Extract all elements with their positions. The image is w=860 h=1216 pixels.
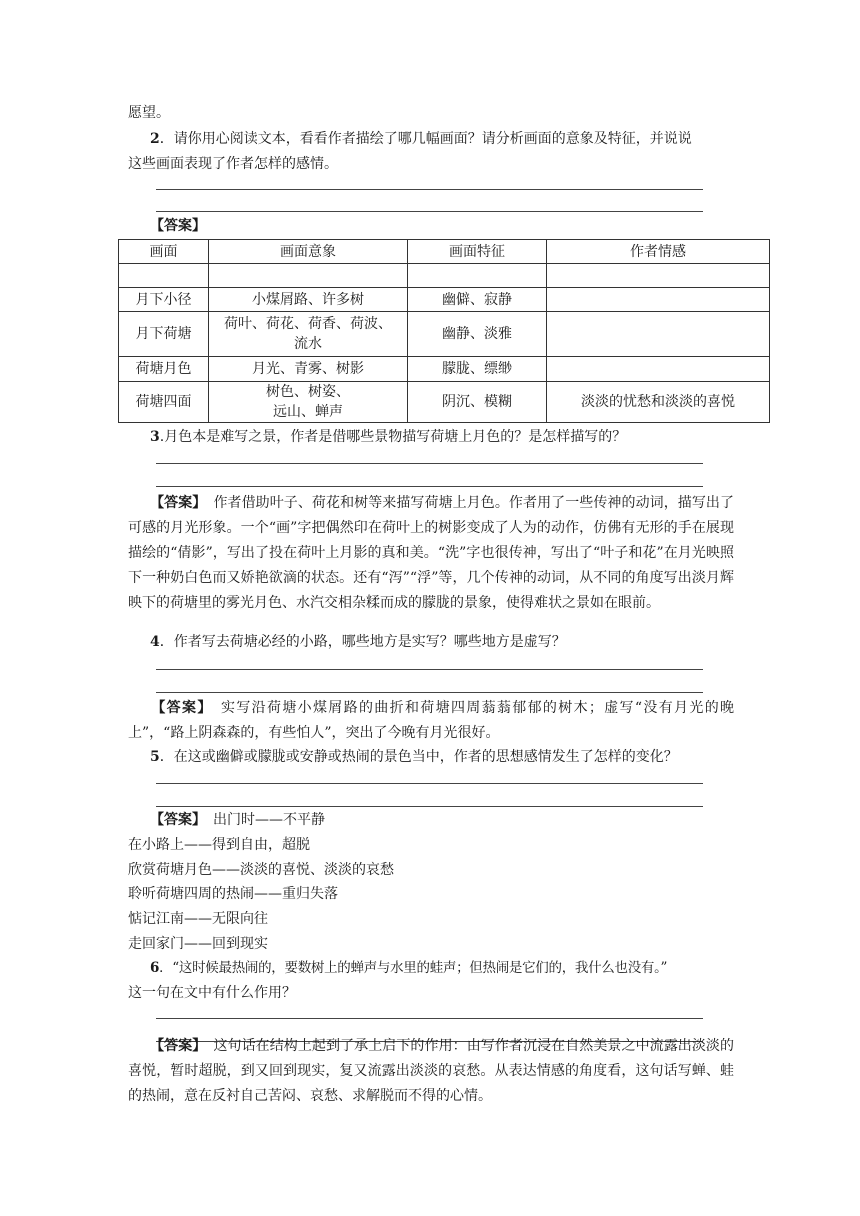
table-cell — [408, 264, 547, 288]
text-line: 愿望。 — [128, 105, 170, 121]
table-cell: 阴沉、模糊 — [408, 382, 547, 423]
table-cell: 幽静、淡雅 — [408, 312, 547, 357]
table-row — [119, 288, 770, 312]
question-6-cont: 这一句在文中有什么作用？ — [128, 985, 296, 1001]
question-number: 3 — [150, 429, 160, 445]
answer-blank-line — [156, 189, 703, 190]
table-cell: 月下小径 — [119, 288, 209, 312]
question-text: .月色本是难写之景，作者是借哪些景物描写荷塘上月色的？是怎样描写的？ — [159, 429, 627, 445]
table-cell — [547, 264, 770, 288]
table-cell — [547, 288, 770, 312]
question-3 — [150, 427, 626, 447]
question-2-cont: 这些画面表现了作者怎样的感情。 — [128, 156, 338, 172]
answer-blank-line — [156, 669, 703, 670]
question-text: ．“这时候最热闹的，要数树上的蝉声与水里的蛙声；但热闹是它们的，我什么也没有。” — [159, 960, 668, 976]
table-row — [119, 264, 770, 288]
question-text: ．请你用心阅读文本，看看作者描绘了哪几幅画面？请分析画面的意象及特征，并说说 — [159, 131, 692, 147]
table-cell: 荷塘四面 — [119, 382, 209, 423]
question-number: 6 — [150, 960, 160, 976]
answer-blank-line — [156, 211, 703, 212]
answer-text: 实写沿荷塘小煤屑路的曲折和荷塘四周蓊蓊郁郁的树木；虚写“没有月光的晚上”，“路上阴森森的，有些怕人”，突出了今晚有月光很好。 — [128, 700, 735, 741]
table-header-row — [119, 240, 770, 264]
table-header: 作者情感 — [547, 240, 770, 264]
table-cell — [547, 357, 770, 382]
answer-blank-line — [156, 806, 703, 807]
answer-text: 作者借助叶子、荷花和树等来描写荷塘上月色。作者用了一些传神的动词，描写出了可感的月光形象。一个“画”字把偶然印在荷叶上的树影变成了人为的动作，仿佛有无形的手在展现描绘的“倩影”，写出了投在荷叶上月影的真和美。“洗”字也很传神，写出了“叶子和花”在月光映照下一种奶白色而又娇艳欲滴的状态。还有“泻”“浮”等，几个传神的动词，从不同的角度写出淡月辉映下的荷塘里的雾光月色、水汽交相杂糅而成的朦胧的景象，使得难状之景如在眼前。 — [128, 495, 735, 611]
table-row — [119, 382, 770, 423]
answer-blank-line — [156, 692, 703, 693]
answer-3 — [128, 491, 734, 616]
table-cell: 月光、青雾、树影 — [209, 357, 408, 382]
table-cell — [547, 312, 770, 357]
question-text: ．作者写去荷塘必经的小路，哪些地方是实写？哪些地方是虚写？ — [159, 634, 566, 650]
answer-blank-line — [156, 463, 703, 464]
table-cell: 幽僻、寂静 — [408, 288, 547, 312]
answer-5-line — [150, 810, 325, 830]
question-2 — [150, 129, 692, 149]
answer-4 — [128, 696, 734, 746]
question-number: 4 — [150, 634, 160, 650]
answer-label: 【答案】 — [150, 700, 206, 716]
table-header: 画面特征 — [408, 240, 547, 264]
answer-blank-line — [156, 1018, 703, 1019]
answer-5-line: 在小路上——得到自由，超脱 — [128, 837, 310, 853]
answer-text: 这句话在结构上起到了承上启下的作用：由写作者沉浸在自然美景之中流露出淡淡的喜悦，暂时超脱，到又回到现实，复又流露出淡淡的哀愁。从表达情感的角度看，这句话写蝉、蛙的热闹，意在反衬自己苦闷、哀愁、求解脱而不得的心情。 — [128, 1038, 735, 1104]
question-number: 5 — [150, 749, 160, 765]
table-cell: 树色、树姿、 远山、蝉声 — [209, 382, 408, 423]
question-4 — [150, 632, 566, 652]
answer-label: 【答案】 — [150, 812, 199, 828]
answer-label: 【答案】 — [150, 218, 206, 234]
table-cell — [119, 264, 209, 288]
table-cell: 小煤屑路、许多树 — [209, 288, 408, 312]
answer-5-line: 聆听荷塘四周的热闹——重归失落 — [128, 886, 338, 902]
answer-text: 出门时——不平静 — [213, 812, 325, 828]
question-6 — [150, 958, 667, 978]
table-cell — [209, 264, 408, 288]
answer-blank-line — [156, 783, 703, 784]
table-cell: 荷叶、荷花、荷香、荷波、 流水 — [209, 312, 408, 357]
question-5 — [150, 747, 678, 767]
answer-5-line: 欣赏荷塘月色——淡淡的喜悦、淡淡的哀愁 — [128, 862, 394, 878]
table-cell: 荷塘月色 — [119, 357, 209, 382]
answer-table — [118, 239, 770, 423]
answer-label: 【答案】 — [150, 495, 200, 511]
table-cell: 月下荷塘 — [119, 312, 209, 357]
answer-blank-line — [156, 486, 703, 487]
answer-5-line: 走回家门——回到现实 — [128, 936, 268, 952]
table-header: 画面意象 — [209, 240, 408, 264]
table-row — [119, 312, 770, 357]
table-cell: 朦胧、缥缈 — [408, 357, 547, 382]
table-header: 画面 — [119, 240, 209, 264]
answer-6 — [128, 1034, 734, 1109]
question-text: ．在这或幽僻或朦胧或安静或热闹的景色当中，作者的思想感情发生了怎样的变化？ — [159, 749, 678, 765]
question-number: 2 — [150, 131, 160, 147]
table-row — [119, 357, 770, 382]
answer-5-line: 惦记江南——无限向往 — [128, 911, 268, 927]
answer-label: 【答案】 — [150, 1038, 200, 1054]
table-cell: 淡淡的忧愁和淡淡的喜悦 — [547, 382, 770, 423]
